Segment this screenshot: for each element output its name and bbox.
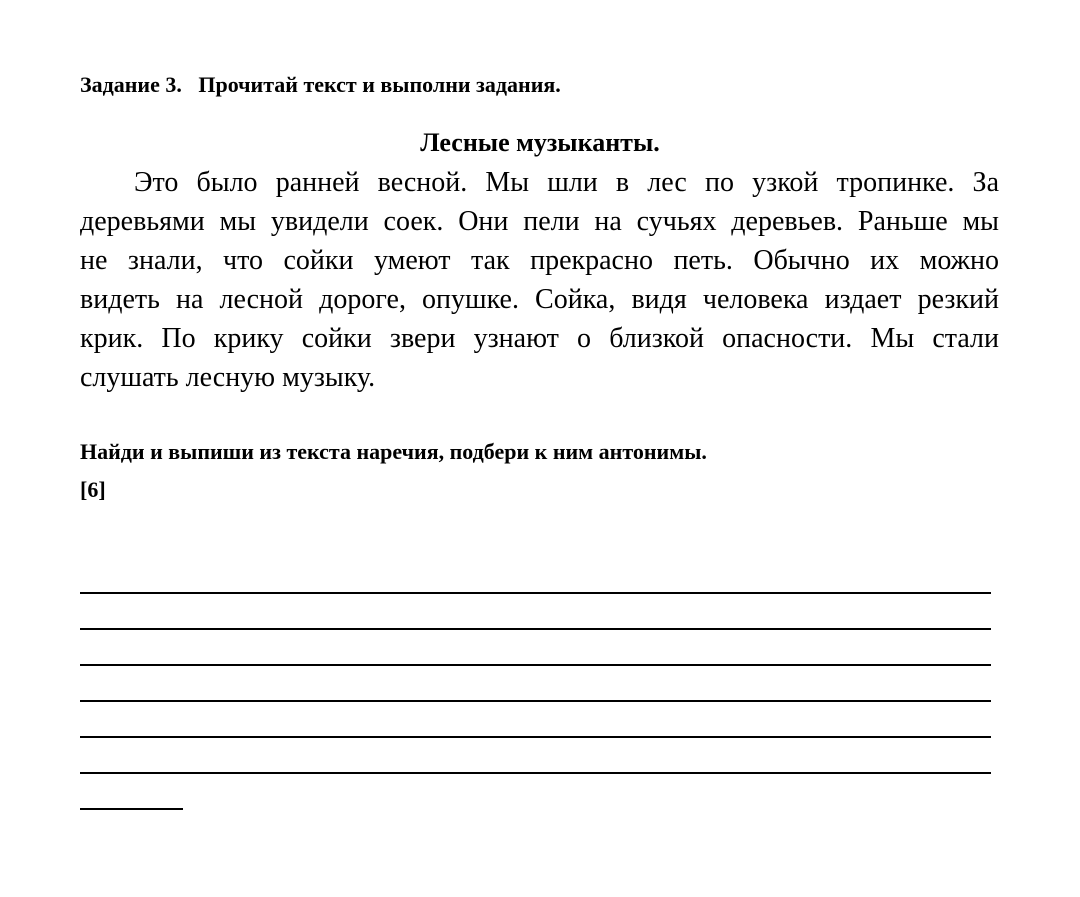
task-header: Задание 3. Прочитай текст и выполни задания. [80, 72, 561, 97]
text-line: Это было ранней весной. Мы шли в лес по узкой тропинке. За [134, 167, 999, 198]
question: Найди и выпиши из текста наречия, подбери к ним антонимы. [80, 439, 707, 464]
reading-text [80, 165, 999, 399]
text-line: не знали, что сойки умеют так прекрасно петь. Обычно их можно [80, 245, 999, 276]
text-line: видеть на лесной дороге, опушке. Сойка, видя человека издает резкий [80, 284, 999, 315]
answer-line [80, 772, 991, 774]
answer-line [80, 700, 991, 702]
score: [6] [80, 477, 106, 502]
text-line: деревьями мы увидели соек. Они пели на сучьях деревьев. Раньше мы [80, 206, 999, 237]
answer-line [80, 592, 991, 594]
answer-line [80, 664, 991, 666]
text-title: Лесные музыканты. [420, 128, 660, 157]
text-line: крик. По крику сойки звери узнают о близкой опасности. Мы стали [80, 323, 999, 354]
answer-line [80, 736, 991, 738]
answer-line [80, 628, 991, 630]
text-line: слушать лесную музыку. [80, 362, 376, 393]
answer-line [80, 808, 183, 810]
